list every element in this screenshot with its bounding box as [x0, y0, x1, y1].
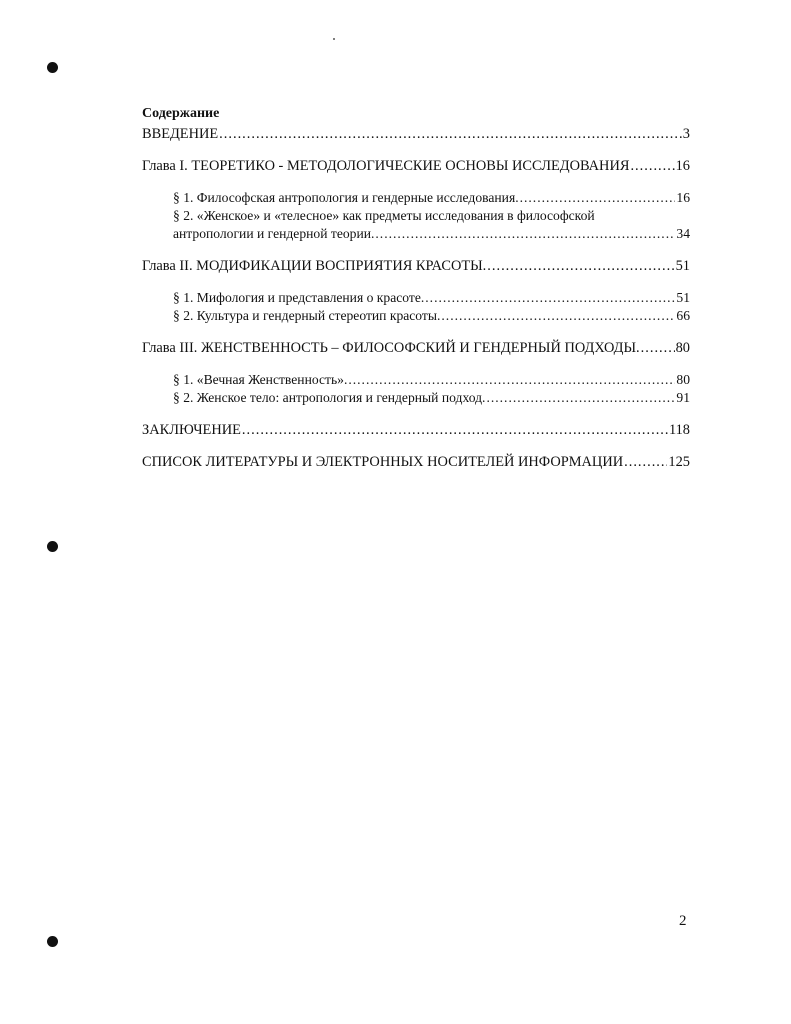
dot-leader [219, 125, 682, 143]
toc-entry-page: 80 [676, 372, 690, 387]
dot-leader [348, 371, 675, 389]
toc-entry-chapter-3[interactable] [142, 339, 690, 357]
toc-entry-label: § 1. Мифология и представления о красоте. [173, 290, 425, 305]
dot-leader [624, 453, 667, 471]
toc-entry-page: 51 [675, 258, 690, 274]
scan-speck [333, 38, 335, 40]
toc-entry-page: 16 [676, 190, 690, 205]
dot-leader [641, 339, 675, 357]
toc-entry-label: СПИСОК ЛИТЕРАТУРЫ И ЭЛЕКТРОННЫХ НОСИТЕЛЕЙ ИНФОРМАЦИИ [142, 454, 624, 470]
toc-entry-section-3-1[interactable] [142, 371, 690, 389]
toc-entry-label: антропологии и гендерной теории. [173, 226, 375, 241]
punch-hole-middle [47, 541, 58, 552]
toc-entry-page: 16 [675, 158, 690, 174]
toc-entry-label: Глава III. ЖЕНСТВЕННОСТЬ – ФИЛОСОФСКИЙ И ГЕНДЕРНЫЙ ПОДХОДЫ. [142, 340, 640, 356]
toc-entry-page: 51 [676, 290, 690, 305]
toc-entry-page: 3 [682, 126, 690, 142]
toc-entry-section-1-1[interactable] [142, 189, 690, 207]
toc-entry-section-3-2[interactable] [142, 389, 690, 407]
toc-entry-intro[interactable] [142, 125, 690, 143]
toc-entry-bibliography[interactable] [142, 453, 690, 471]
dot-leader [520, 189, 676, 207]
page-number: 2 [679, 913, 687, 929]
dot-leader [487, 257, 674, 275]
toc-entry-label: Глава I. ТЕОРЕТИКО - МЕТОДОЛОГИЧЕСКИЕ ОСНОВЫ ИССЛЕДОВАНИЯ [142, 158, 630, 174]
toc-entry-section-1-2[interactable] [142, 225, 690, 243]
dot-leader [425, 289, 675, 307]
toc-entry-page: 66 [676, 308, 690, 323]
table-of-contents [142, 104, 690, 471]
dot-leader [242, 421, 668, 439]
toc-entry-label: § 1. «Вечная Женственность». [173, 372, 348, 387]
toc-entry-page: 125 [668, 454, 690, 470]
toc-entry-label: § 2. Культура и гендерный стереотип красоты. [173, 308, 441, 323]
dot-leader [486, 389, 675, 407]
toc-entry-label: § 2. Женское тело: антропология и гендерный подход. [173, 390, 486, 405]
toc-entry-chapter-1[interactable] [142, 157, 690, 175]
toc-entry-page: 91 [676, 390, 690, 405]
toc-entry-section-1-2-line1[interactable]: § 2. «Женское» и «телесное» как предметы исследования в философской [173, 208, 595, 223]
toc-entry-chapter-2[interactable] [142, 257, 690, 275]
toc-entry-page: 80 [675, 340, 690, 356]
dot-leader [375, 225, 675, 243]
punch-hole-bottom [47, 936, 58, 947]
toc-entry-label: Глава II. МОДИФИКАЦИИ ВОСПРИЯТИЯ КРАСОТЫ. [142, 258, 487, 274]
toc-entry-label: § 1. Философская антропология и гендерные исследования. [173, 190, 519, 205]
toc-entry-label: ВВЕДЕНИЕ [142, 126, 219, 142]
toc-entry-label: ЗАКЛЮЧЕНИЕ [142, 422, 241, 438]
toc-entry-page: 118 [668, 422, 690, 438]
punch-hole-top [47, 62, 58, 73]
toc-entry-section-2-2[interactable] [142, 307, 690, 325]
toc-entry-section-2-1[interactable] [142, 289, 690, 307]
toc-entry-page: 34 [676, 226, 690, 241]
dot-leader [441, 307, 675, 325]
dot-leader [630, 157, 674, 175]
toc-entry-conclusion[interactable] [142, 421, 690, 439]
toc-title: Содержание [142, 106, 220, 121]
